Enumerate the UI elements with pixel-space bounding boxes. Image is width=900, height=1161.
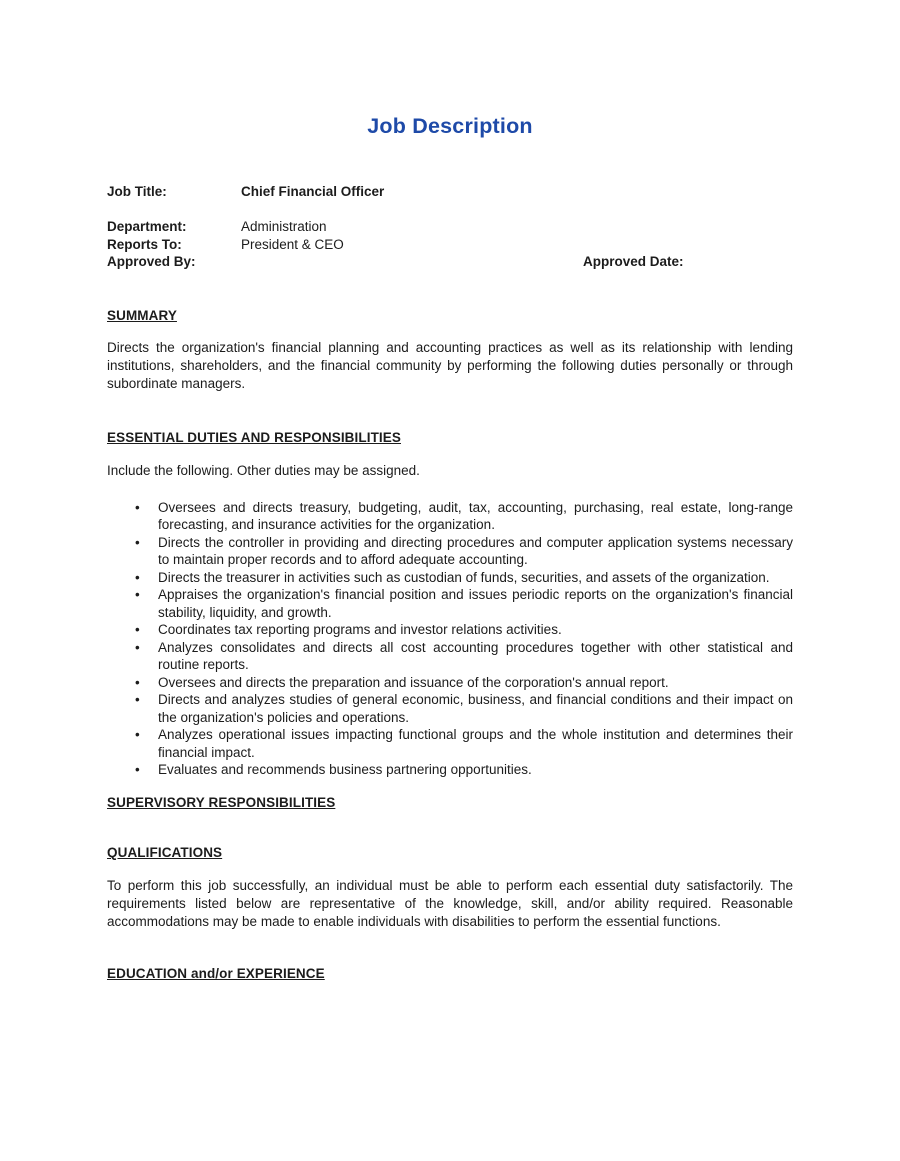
qualifications-body: To perform this job successfully, an individual must be able to perform each essential duty satisfactorily. The requirements listed below are representative of the knowledge, skill, and/or ability required. Reasonable accommodations may be made to enable individuals with disabilities to perform the essential functions. xyxy=(107,877,793,929)
department-row xyxy=(107,218,793,236)
supervisory-heading: SUPERVISORY RESPONSIBILITIES xyxy=(107,794,336,810)
approved-by-label: Approved By: xyxy=(107,254,196,269)
duty-item: • Analyzes consolidates and directs all cost accounting procedures together with other statistical and routine reports. xyxy=(158,639,793,674)
approved-date-label: Approved Date: xyxy=(583,254,684,269)
reports-to-row xyxy=(107,236,793,254)
duty-item: • Evaluates and recommends business partnering opportunities. xyxy=(158,761,793,779)
job-title-row xyxy=(107,183,793,201)
education-heading: EDUCATION and/or EXPERIENCE xyxy=(107,965,325,981)
duty-item: • Coordinates tax reporting programs and investor relations activities. xyxy=(158,621,793,639)
approved-row xyxy=(107,253,793,271)
summary-heading: SUMMARY xyxy=(107,307,177,323)
summary-body: Directs the organization's financial planning and accounting practices as well as its relationship with lending institutions, shareholders, and the financial community by performing the following duties personally or through subordinate managers. xyxy=(107,340,793,391)
duties-list xyxy=(107,499,793,779)
qualifications-heading: QUALIFICATIONS xyxy=(107,845,223,860)
duty-item: • Analyzes operational issues impacting functional groups and the whole institution and determines their financial impact. xyxy=(158,726,793,761)
department-label: Department: xyxy=(107,219,187,234)
duty-item: • Oversees and directs the preparation and issuance of the corporation's annual report. xyxy=(158,674,793,692)
duty-item: • Appraises the organization's financial position and issues periodic reports on the organization's financial stability, liquidity, and growth. xyxy=(158,586,793,621)
reports-to-label: Reports To: xyxy=(107,236,182,252)
fields-spacer xyxy=(107,201,793,219)
duties-intro: Include the following. Other duties may be assigned. xyxy=(107,462,420,478)
duty-item: • Oversees and directs treasury, budgeting, audit, tax, accounting, purchasing, real estate, long-range forecasting, and insurance activities for the organization. xyxy=(158,499,793,534)
page-title: Job Description xyxy=(367,114,533,138)
duty-item: • Directs and analyzes studies of general economic, business, and financial conditions and their impact on the organization's policies and operations. xyxy=(158,691,793,726)
job-title-label: Job Title: xyxy=(107,184,167,199)
job-title-value: Chief Financial Officer xyxy=(241,184,385,199)
department-value: Administration xyxy=(241,219,327,234)
reports-to-value: President & CEO xyxy=(241,236,344,252)
duty-item: • Directs the controller in providing and directing procedures and computer application systems necessary to maintain proper records and to afford adequate accounting. xyxy=(158,534,793,569)
header-fields xyxy=(107,183,793,271)
duties-heading: ESSENTIAL DUTIES AND RESPONSIBILITIES xyxy=(107,430,401,445)
duty-item: • Directs the treasurer in activities such as custodian of funds, securities, and assets of the organization. xyxy=(158,569,793,587)
